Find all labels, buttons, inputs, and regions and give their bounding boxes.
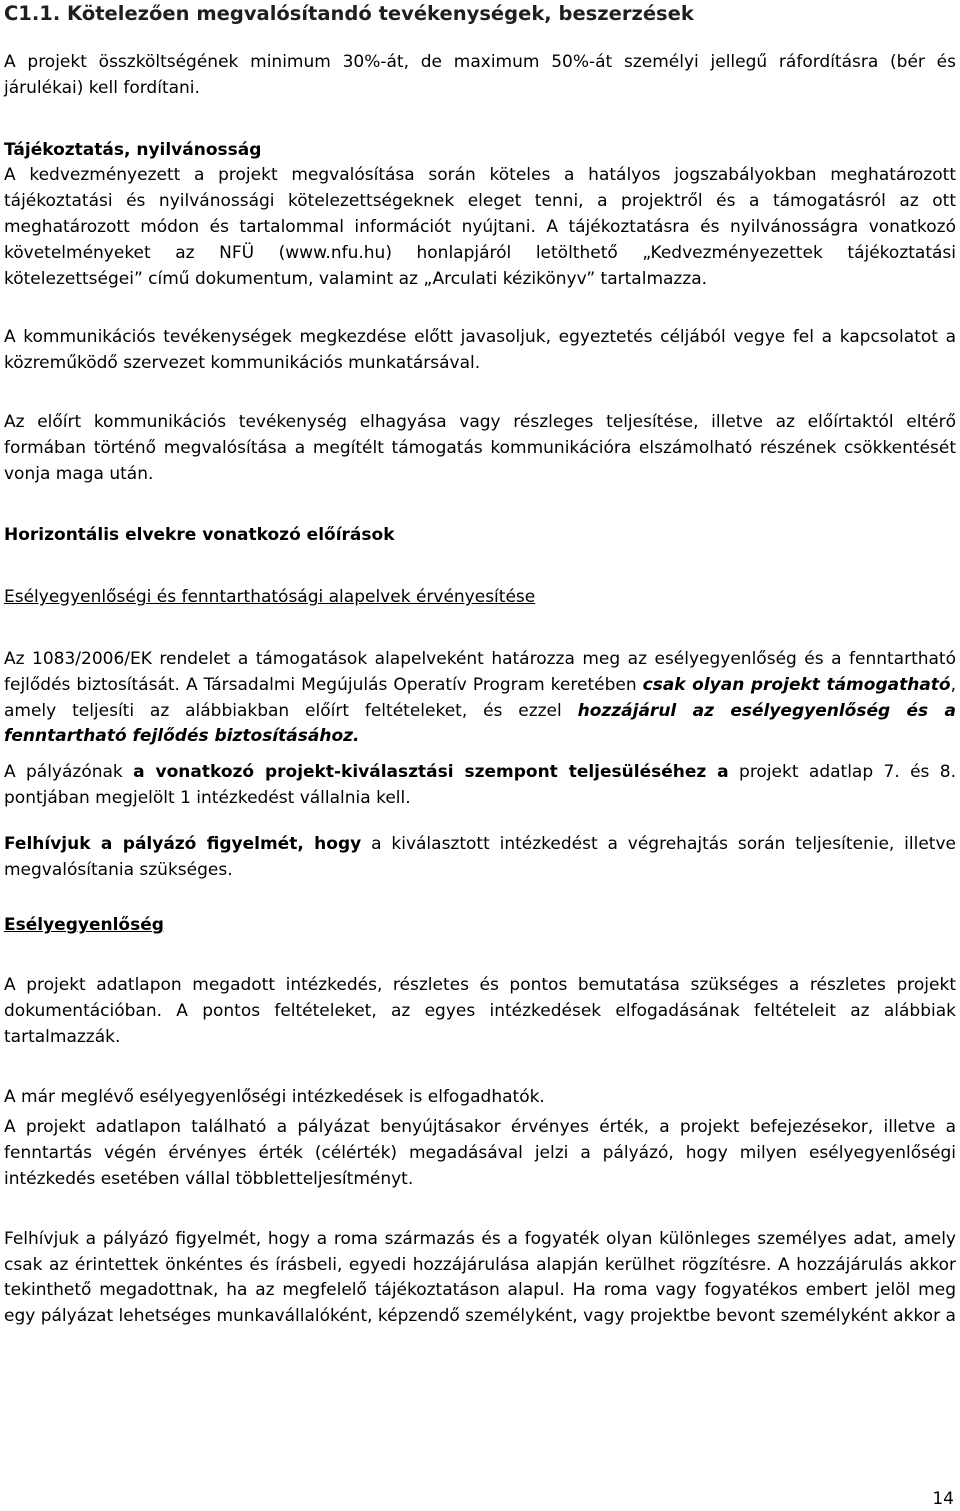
document-page: [4, 0, 956, 1330]
h-p1-emphasis-b: csak olyan projekt támogatható: [642, 674, 951, 695]
info-paragraph-2: A kommunikációs tevékenységek megkezdése előtt javasoljuk, egyeztetés céljából vegye fel a kapcsolatot a közreműködő szervezet kommunikációs munkatársával.: [4, 327, 956, 374]
h-p2-text-a: A pályázónak: [4, 762, 134, 783]
h-p1-text-a: Az 1083/2006/EK rendelet a támogatások alapelveként határozza meg az esélyegyenlőség és a fenntartható fejlődés biztosítását. A Társadalmi Megújulás Operatív Program keretében: [4, 648, 956, 695]
h-p1-text-c: , amely teljesíti az alábbiakban előírt feltételeket, és ezzel: [4, 674, 956, 721]
intro-paragraph: A projekt összköltségének minimum 30%-át, de maximum 50%-át személyi jellegű ráfordításra (bér és járulékai) kell fordítani.: [4, 52, 956, 98]
info-title: Tájékoztatás, nyilvánosság: [4, 139, 262, 160]
h-p2-text-c: projekt adatlap 7. és 8. pontjában megjelölt 1 intézkedést vállalnia kell.: [4, 762, 956, 808]
equal-title: Esélyegyenlőség: [4, 915, 164, 936]
horizontal-paragraph-2: [4, 760, 956, 812]
h-p3-text-b: a kiválasztott intézkedést a végrehajtás során teljesítenie, illetve megvalósítania szükséges.: [4, 833, 956, 880]
info-paragraph-1: A kedvezményezett a projekt megvalósítása során köteles a hatályos jogszabályokban meghatározott tájékoztatási és nyilvánossági kötelezettségeknek eleget tenni, a projektről és a támogatásról az ott meghatározott módon és tartalommal információt nyújtani. A tájékoztatásra és nyilvánosságra vonatkozó követelményeket az NFÜ (www.nfu.hu) honlapjáról letölthető „Kedvezményezettek tájékoztatási kötelezettségei” című dokumentum, valamint az „Arculati kézikönyv” tartalmazza.: [4, 165, 956, 289]
equal-paragraph-3: A projekt adatlapon található a pályázat benyújtásakor érvényes érték, a projekt befejezésekor, illetve a fenntartás végén érvényes érték (célérték) megadásával jelzi a pályázó, hogy milyen esélyegyenlőségi intézkedés esetében vállal többletteljesítményt.: [4, 1117, 956, 1189]
h-p3-bold-a: Felhívjuk a pályázó figyelmét, hogy: [4, 833, 362, 854]
page-number: 14: [932, 1489, 954, 1509]
horizontal-paragraph-3: [4, 832, 956, 884]
horizontal-paragraph-1: [4, 647, 956, 750]
h-p1-emphasis-d: hozzájárul az esélyegyenlőség és a fenntartható fejlődés biztosításához.: [4, 700, 957, 747]
horizontal-subtitle: Esélyegyenlőségi és fenntarthatósági alapelvek érvényesítése: [4, 587, 536, 608]
h-p2-bold-b: a vonatkozó projekt-kiválasztási szempont teljesüléséhez a: [133, 762, 729, 783]
info-paragraph-3: Az előírt kommunikációs tevékenység elhagyása vagy részleges teljesítése, illetve az előírtaktól eltérő formában történő megvalósítása a megítélt támogatás kommunikációra elszámolható részének csökkentését vonja maga után.: [4, 411, 956, 484]
horizontal-title: Horizontális elvekre vonatkozó előírások: [4, 525, 395, 546]
section-title: C1.1. Kötelezően megvalósítandó tevékenységek, beszerzések: [4, 2, 694, 25]
equal-paragraph-2: A már meglévő esélyegyenlőségi intézkedések is elfogadhatók.: [4, 1086, 545, 1107]
equal-paragraph-1: A projekt adatlapon megadott intézkedés, részletes és pontos bemutatása szükséges a részletes projekt dokumentációban. A pontos feltételeket, az egyes intézkedések elfogadásának feltételeit az alábbiak tartalmazzák.: [4, 975, 956, 1047]
equal-paragraph-4: Felhívjuk a pályázó figyelmét, hogy a roma származás és a fogyaték olyan különleges személyes adat, amely csak az érintettek önkéntes és írásbeli, egyedi hozzájárulása alapján kerülhet rögzítésre. A hozzájárulás akkor tekinthető megadottnak, ha az megfelelő tájékoztatáson alapul. Ha roma vagy fogyatékos embert jelöl meg egy pályázat lehetséges munkavállalóként, képzendő személyként, vagy projektbe bevont személyként akkor a: [4, 1228, 956, 1327]
